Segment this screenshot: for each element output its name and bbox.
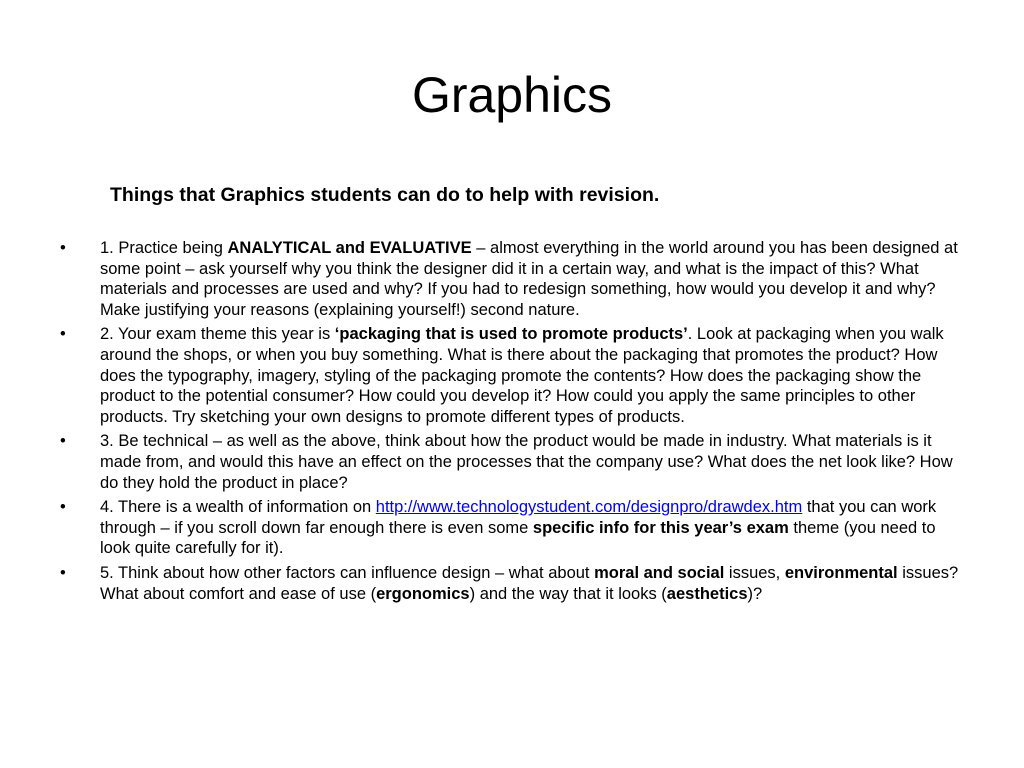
item-emphasis: moral and social [594,563,725,582]
item-emphasis: specific info for this year’s exam [532,518,789,537]
list-item [60,238,965,320]
item-text: ) and the way that it looks ( [469,584,667,603]
item-text: issues, [724,563,785,582]
item-text: theme (you need to look quite carefully for it). [100,518,936,558]
bullet-list [60,238,965,608]
bullet-icon: • [60,325,66,344]
item-text: 5. Think about how other factors can influence design – what about [100,563,595,582]
technologystudent-link[interactable]: http://www.technologystudent.com/designpro/drawdex.htm [375,498,803,517]
item-emphasis: ‘packaging that is used to promote products’ [334,325,688,344]
slide-title: Graphics [411,67,613,123]
bullet-icon: • [60,432,66,451]
item-text: 4. There is a wealth of information on [100,498,376,517]
item-text: 1. Practice being [100,239,228,257]
item-emphasis: aesthetics [666,584,748,603]
bullet-icon: • [60,563,66,582]
list-item [60,431,965,493]
list-item [60,497,965,559]
item-emphasis: ANALYTICAL and EVALUATIVE [227,239,472,257]
bullet-icon: • [60,239,66,257]
item-emphasis: environmental [784,563,898,582]
item-text: . Look at packaging when you walk around the shops, or when you buy something. What is there about the packaging that promotes the product? How does the typography, imagery, styling of the packaging promote the contents? How does the packaging show the product to the potential consumer? How could you develop it? How could you apply the same principles to other products. Try sketching your own designs to promote different types of products. [100,325,944,426]
list-item [60,563,965,604]
item-text: issues? What about comfort and ease of use ( [100,563,959,603]
item-text: 2. Your exam theme this year is [100,325,335,344]
item-text: – almost everything in the world around you has been designed at some point – ask yourself why you think the designer did it in a certain way, and what is the impact of this? What materials and processes are used and why? If you had to redesign something, how would you develop it and why? Make justifying your reasons (explaining yourself!) second nature. [100,239,958,319]
item-emphasis: ergonomics [376,584,470,603]
slide-subtitle: Things that Graphics students can do to help with revision. [110,184,660,206]
item-text: that you can work through – if you scroll down far enough there is even some [100,498,937,537]
item-text: )? [747,584,763,603]
list-item [60,324,965,427]
item-text: 3. Be technical – as well as the above, think about how the product would be made in industry. What materials is it made from, and would this have an effect on the processes that the company use? What does the net look like? How do they hold the product in place? [100,432,953,492]
bullet-icon: • [60,498,66,517]
